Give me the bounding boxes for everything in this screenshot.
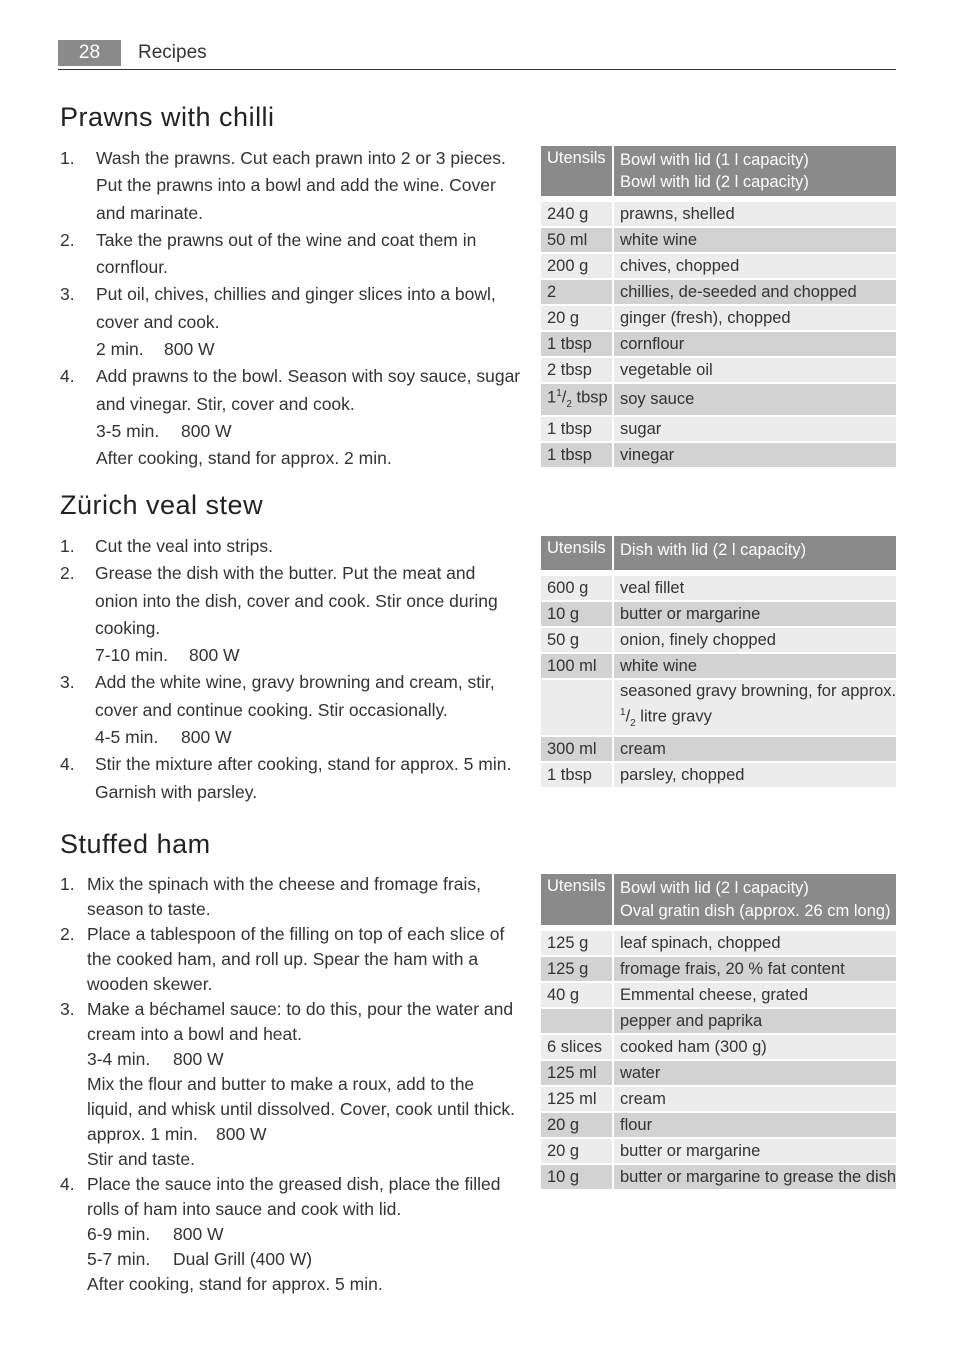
page-number: 28: [58, 40, 121, 66]
step-text: Cut the veal into strips.: [95, 536, 273, 556]
table-row: [541, 680, 896, 737]
cooking-time: [95, 642, 515, 669]
time-value: 3-5 min.: [96, 420, 160, 441]
ingredient-qty: 600 g: [541, 576, 614, 602]
step-number: 4.: [60, 366, 75, 387]
ingredients-table-veal: [541, 536, 896, 789]
utensils-label: Utensils: [541, 536, 614, 570]
step-text: Place a tablespoon of the filling on top of each slice of: [87, 924, 505, 944]
step-number: 2.: [60, 924, 75, 944]
step-number: 1.: [60, 874, 75, 894]
section-title: Recipes: [138, 42, 207, 63]
step-2: [60, 922, 515, 997]
recipe-steps-prawns: [60, 145, 521, 473]
ingredient-name: leaf spinach, chopped: [614, 931, 896, 957]
table-row: [541, 1009, 896, 1035]
table-row: [541, 280, 896, 306]
power-value: 800 W: [181, 420, 232, 441]
ingredient-name: onion, finely chopped: [614, 628, 896, 654]
ingredient-qty: 10 g: [541, 602, 614, 628]
table-row: [541, 983, 896, 1009]
step-text: the cooked ham, and roll up. Spear the ham with a: [87, 949, 479, 969]
ingredient-name: vinegar: [614, 443, 896, 469]
table-row: [541, 254, 896, 280]
step-text: liquid, and whisk until dissolved. Cover, cook until thick.: [87, 1099, 515, 1119]
step-number: 4.: [60, 754, 75, 775]
step-3: [60, 281, 515, 363]
cooking-time: [96, 336, 515, 363]
step-text: After cooking, stand for approx. 2 min.: [96, 448, 392, 469]
time-value: 3-4 min.: [87, 1049, 151, 1069]
table-row: [541, 306, 896, 332]
step-1: [60, 872, 515, 922]
step-1: [60, 533, 515, 560]
step-text: Wash the prawns. Cut each prawn into 2 or 3 pieces.: [96, 148, 506, 168]
power-value: 800 W: [181, 727, 232, 748]
power-value: 800 W: [216, 1124, 267, 1144]
step-text: Add the white wine, gravy browning and cream, stir,: [95, 672, 495, 693]
ingredient-name: veal fillet: [614, 576, 896, 602]
time-value: approx. 1 min.: [87, 1124, 198, 1144]
table-row: [541, 1035, 896, 1061]
time-value: 6-9 min.: [87, 1224, 151, 1244]
step-text: cream into a bowl and heat.: [87, 1024, 302, 1044]
time-value: 5-7 min.: [87, 1249, 151, 1269]
step-text: Stir the mixture after cooking, stand for approx. 5 min.: [95, 754, 512, 775]
time-value: 4-5 min.: [95, 727, 159, 748]
ingredient-name: fromage frais, 20 % fat content: [614, 957, 896, 983]
table-row: [541, 576, 896, 602]
utensils-label: Utensils: [541, 874, 614, 925]
step-3: [60, 997, 515, 1172]
utensil-item: Bowl with lid (1 l capacity): [620, 151, 809, 169]
ingredient-qty: 125 g: [541, 957, 614, 983]
recipe-title-veal: Zürich veal stew: [60, 490, 264, 520]
ingredients-table-prawns: [541, 146, 896, 469]
step-number: 3.: [60, 999, 75, 1019]
step-text: Put oil, chives, chillies and ginger slices into a bowl,: [96, 284, 496, 305]
step-text: season to taste.: [87, 899, 211, 919]
ingredient-qty: 240 g: [541, 202, 614, 228]
ingredient-name: white wine: [614, 228, 896, 254]
ingredient-name: sugar: [614, 417, 896, 443]
step-1: [60, 145, 515, 227]
ingredient-name: butter or margarine: [614, 602, 896, 628]
table-row: [541, 1113, 896, 1139]
time-value: 7-10 min.: [95, 645, 168, 666]
step-2: [60, 560, 515, 669]
step-number: 4.: [60, 1174, 75, 1194]
ingredient-name: prawns, shelled: [614, 202, 896, 228]
table-header: [541, 874, 896, 925]
recipe-title-prawns: Prawns with chilli: [60, 102, 275, 132]
step-text: and marinate.: [96, 202, 204, 223]
table-row: [541, 202, 896, 228]
step-3: [60, 669, 515, 751]
step-text: Stir and taste.: [87, 1149, 195, 1169]
utensil-item: Dish with lid (2 l capacity): [620, 541, 807, 559]
table-row: [541, 384, 896, 417]
step-text: onion into the dish, cover and cook. Stir once during: [95, 590, 498, 611]
step-text: Grease the dish with the butter. Put the meat and: [95, 563, 476, 584]
step-number: 1.: [60, 148, 75, 168]
step-text: After cooking, stand for approx. 5 min.: [87, 1274, 383, 1294]
table-row: [541, 358, 896, 384]
step-4: [60, 751, 515, 806]
step-text: Mix the spinach with the cheese and fromage frais,: [87, 874, 481, 894]
step-text: Make a béchamel sauce: to do this, pour the water and: [87, 999, 514, 1019]
table-row: [541, 763, 896, 789]
utensils-list: [614, 536, 896, 570]
ingredient-qty: 100 ml: [541, 654, 614, 680]
utensils-list: [614, 874, 896, 925]
step-text: cornflour.: [96, 257, 168, 278]
time-value: 2 min.: [96, 339, 144, 360]
cooking-time: [96, 418, 515, 445]
table-row: [541, 417, 896, 443]
utensil-item: Oval gratin dish (approx. 26 cm long): [620, 902, 891, 920]
ingredient-qty: [541, 680, 614, 737]
cooking-time: [87, 1247, 515, 1272]
table-row: [541, 1087, 896, 1113]
ingredient-qty: 40 g: [541, 983, 614, 1009]
ingredient-name: cornflour: [614, 332, 896, 358]
ingredient-name: butter or margarine to grease the dish: [614, 1165, 896, 1191]
ingredients-table-ham: [541, 874, 896, 1191]
ingredient-qty: $1^1/_2$ tbsp: [541, 384, 614, 417]
ingredient-name: vegetable oil: [614, 358, 896, 384]
table-row: [541, 1139, 896, 1165]
step-4: [60, 363, 521, 472]
step-text: wooden skewer.: [87, 974, 213, 994]
recipe-steps-veal: [60, 533, 515, 806]
ingredient-qty: 6 slices: [541, 1035, 614, 1061]
ingredient-qty: 20 g: [541, 1139, 614, 1165]
ingredient-qty: 200 g: [541, 254, 614, 280]
page-header: [58, 40, 896, 70]
ingredient-qty: 2 tbsp: [541, 358, 614, 384]
power-value: 800 W: [164, 339, 215, 360]
table-row: [541, 332, 896, 358]
step-number: 3.: [60, 672, 75, 693]
ingredient-qty: 1 tbsp: [541, 443, 614, 469]
ingredient-name: cooked ham (300 g): [614, 1035, 896, 1061]
cooking-time: [87, 1047, 515, 1072]
table-row: [541, 931, 896, 957]
ingredient-name: Emmental cheese, grated: [614, 983, 896, 1009]
table-header: [541, 146, 896, 196]
step-text: Take the prawns out of the wine and coat them in: [96, 229, 477, 250]
ingredient-qty: 300 ml: [541, 737, 614, 763]
ingredient-qty: 50 ml: [541, 228, 614, 254]
table-row: [541, 654, 896, 680]
step-2: [60, 227, 515, 282]
step-number: 2.: [60, 229, 75, 250]
ingredient-qty: 1 tbsp: [541, 763, 614, 789]
ingredient-name: chives, chopped: [614, 254, 896, 280]
ingredient-name: butter or margarine: [614, 1139, 896, 1165]
power-value: 800 W: [173, 1224, 224, 1244]
ingredient-qty: 2: [541, 280, 614, 306]
step-text: Garnish with parsley.: [95, 781, 258, 802]
table-row: [541, 737, 896, 763]
step-text: Add prawns to the bowl. Season with soy sauce, sugar: [96, 366, 521, 387]
table-row: [541, 228, 896, 254]
utensils-list: [614, 146, 896, 196]
ingredient-name: flour: [614, 1113, 896, 1139]
ingredient-name: white wine: [614, 654, 896, 680]
utensils-label: Utensils: [541, 146, 614, 196]
ingredient-name: soy sauce: [614, 384, 896, 417]
cooking-time: [87, 1222, 515, 1247]
step-number: 3.: [60, 284, 75, 305]
table-row: [541, 1165, 896, 1191]
step-text: cover and continue cooking. Stir occasionally.: [95, 699, 448, 720]
power-value: 800 W: [189, 645, 240, 666]
table-row: [541, 1061, 896, 1087]
table-row: [541, 957, 896, 983]
step-number: 2.: [60, 563, 75, 584]
ingredient-name: cream: [614, 1087, 896, 1113]
step-number: 1.: [60, 536, 75, 556]
ingredient-name: seasoned gravy browning, for approx. $^1/_2$ litre gravy: [614, 680, 896, 737]
ingredient-qty: 20 g: [541, 1113, 614, 1139]
step-text: Put the prawns into a bowl and add the wine. Cover: [96, 175, 496, 196]
utensil-item: Bowl with lid (2 l capacity): [620, 879, 809, 897]
table-row: [541, 602, 896, 628]
power-value: Dual Grill (400 W): [173, 1249, 313, 1269]
ingredient-name: chillies, de-seeded and chopped: [614, 280, 896, 306]
ingredient-qty: 20 g: [541, 306, 614, 332]
power-value: 800 W: [173, 1049, 224, 1069]
ingredient-name: parsley, chopped: [614, 763, 896, 789]
step-text: Place the sauce into the greased dish, place the filled: [87, 1174, 501, 1194]
ingredient-name: pepper and paprika: [614, 1009, 896, 1035]
utensil-item: Bowl with lid (2 l capacity): [620, 173, 809, 191]
recipe-title-ham: Stuffed ham: [60, 829, 211, 859]
cooking-time: [87, 1122, 515, 1147]
recipe-steps-ham: [60, 872, 515, 1297]
ingredient-name: ginger (fresh), chopped: [614, 306, 896, 332]
step-4: [60, 1172, 515, 1297]
step-text: Mix the flour and butter to make a roux, add to the: [87, 1074, 475, 1094]
ingredient-qty: [541, 1009, 614, 1035]
ingredient-name: water: [614, 1061, 896, 1087]
ingredient-name: cream: [614, 737, 896, 763]
step-text: and vinegar. Stir, cover and cook.: [96, 393, 355, 414]
table-row: [541, 628, 896, 654]
ingredient-qty: 50 g: [541, 628, 614, 654]
step-text: cooking.: [95, 617, 161, 638]
ingredient-qty: 125 ml: [541, 1061, 614, 1087]
ingredient-qty: 125 ml: [541, 1087, 614, 1113]
ingredient-qty: 1 tbsp: [541, 417, 614, 443]
table-row: [541, 443, 896, 469]
table-header: [541, 536, 896, 570]
ingredient-qty: 1 tbsp: [541, 332, 614, 358]
step-text: cover and cook.: [96, 311, 220, 332]
cooking-time: [95, 724, 515, 751]
step-text: rolls of ham into sauce and cook with lid.: [87, 1199, 402, 1219]
ingredient-qty: 10 g: [541, 1165, 614, 1191]
ingredient-qty: 125 g: [541, 931, 614, 957]
